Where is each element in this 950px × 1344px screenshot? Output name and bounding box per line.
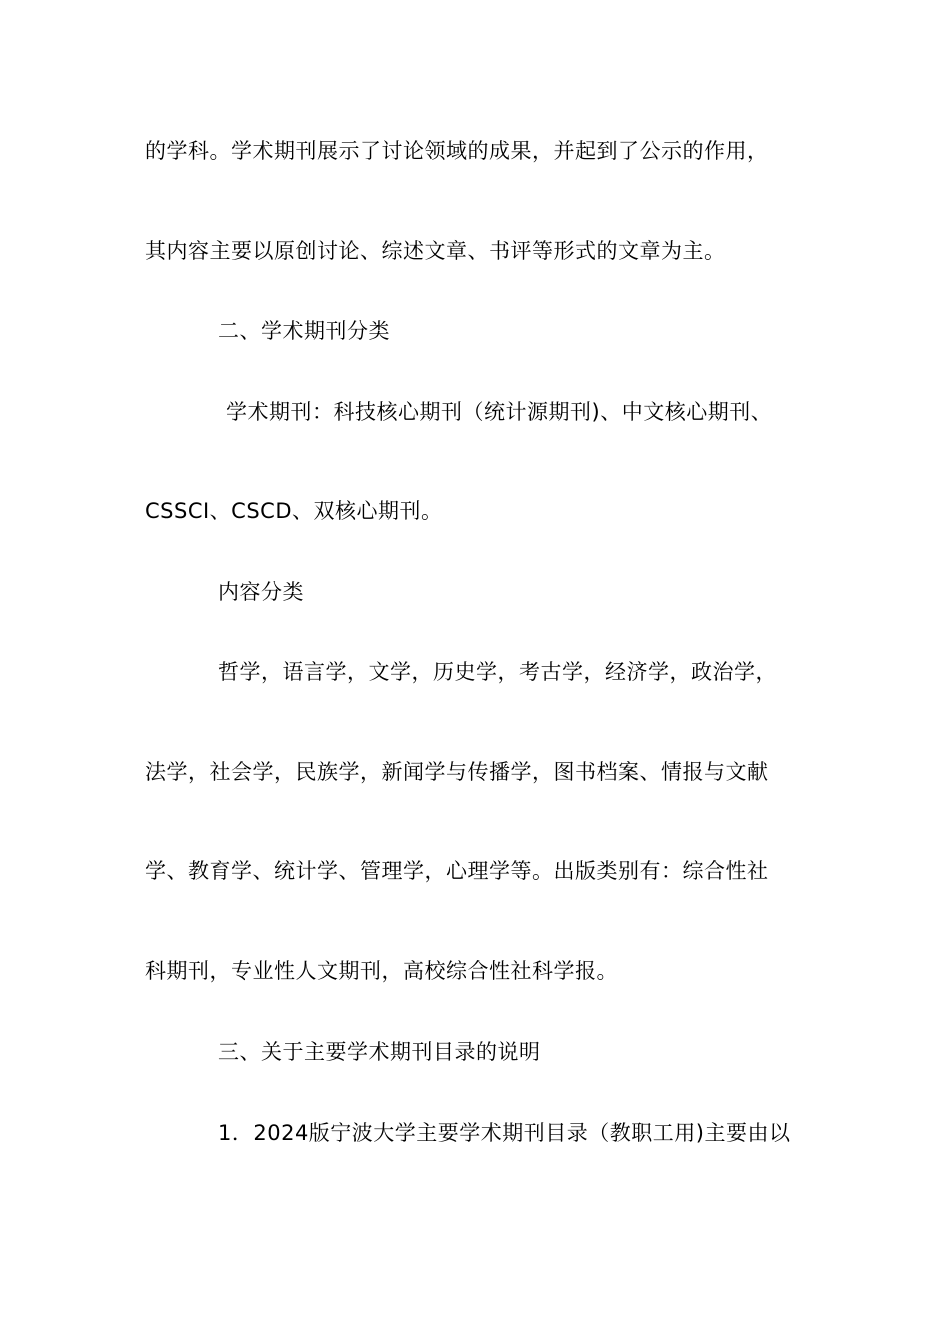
paragraph-line: 其内容主要以原创讨论、综述文章、书评等形式的文章为主。: [145, 239, 726, 263]
section-heading: 二、学术期刊分类: [218, 319, 390, 343]
section-heading: 三、关于主要学术期刊目录的说明: [218, 1040, 541, 1064]
subsection-heading: 内容分类: [218, 580, 304, 604]
paragraph-line: 科期刊，专业性人文期刊，高校综合性社科学报。: [145, 959, 618, 983]
paragraph-line: 的学科。学术期刊展示了讨论领域的成果，并起到了公示的作用，: [145, 139, 769, 163]
paragraph-line: 学、教育学、统计学、管理学，心理学等。出版类别有：综合性社: [145, 859, 769, 883]
paragraph-line: 1．2024版宁波大学主要学术期刊目录（教职工用)主要由以: [218, 1121, 791, 1145]
paragraph-line: 哲学，语言学，文学，历史学，考古学，经济学，政治学，: [218, 660, 777, 684]
paragraph-line: CSSCI、CSCD、双核心期刊。: [145, 499, 443, 523]
paragraph-line: 法学，社会学，民族学，新闻学与传播学，图书档案、情报与文献: [145, 760, 769, 784]
paragraph-line: 学术期刊：科技核心期刊（统计源期刊)、中文核心期刊、: [226, 400, 773, 424]
